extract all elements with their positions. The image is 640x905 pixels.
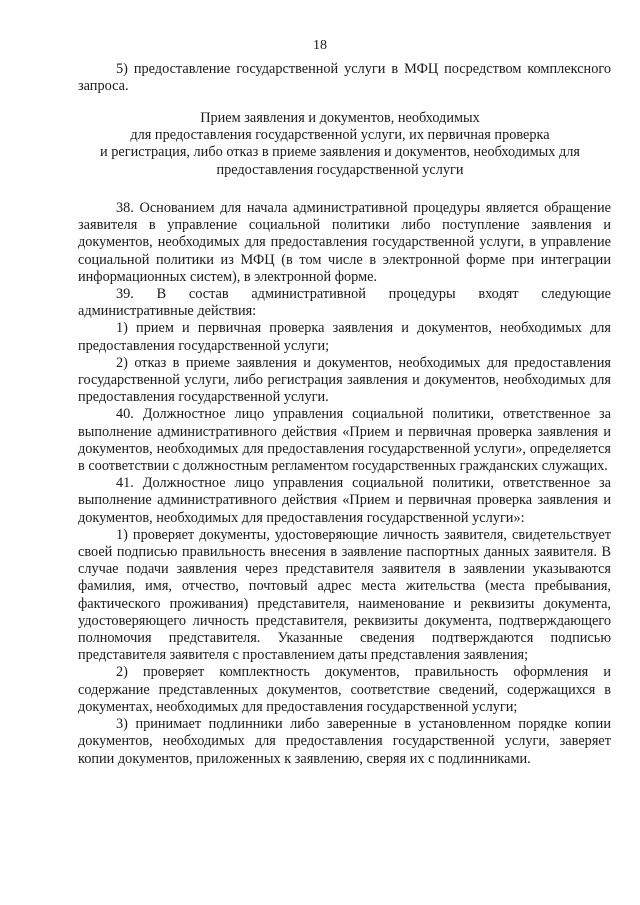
heading-line: для предоставления государственной услуги, их первичная проверка (130, 127, 550, 144)
paragraph-41-item-3: 3) принимает подлинники либо заверенные в установленном порядке копии документов, необходимых для предоставления государственной услуги, заверяет копии документов, приложенных к заявлению, сверяя их с подлинниками. (78, 716, 611, 767)
heading-line: Прием заявления и документов, необходимых (200, 110, 480, 126)
section-heading (70, 110, 610, 179)
main-text (78, 200, 611, 768)
paragraph-41: 41. Должностное лицо управления социальной политики, ответственное за выполнение административного действия «Прием и первичная проверка заявления и документов, необходимых для предоставления государственной услуги»: (78, 475, 611, 526)
paragraph-40: 40. Должностное лицо управления социальной политики, ответственное за выполнение административного действия «Прием и первичная проверка заявления и документов, необходимых для предоставления государственной услуги», определяется в соответствии с должностным регламентом государственных гражданских служащих. (78, 406, 611, 475)
paragraph-38: 38. Основанием для начала административной процедуры является обращение заявителя в управление социальной политики либо поступление заявления и документов, необходимых для предоставления государственной услуги, в управление социальной политики из МФЦ (в том числе в электронной форме при интеграции информационных систем), в электронной форме. (78, 200, 611, 285)
paragraph-41-item-1: 1) проверяет документы, удостоверяющие личность заявителя, свидетельствует своей подписью правильность внесения в заявление паспортных данных заявителя. В случае подачи заявления через представителя заявителя в заявлении указываются фамилия, имя, отчество, почтовый адрес места жительства (места пребывания, фактического проживания) представителя, наименование и реквизиты документа, удостоверяющего личность представителя, реквизиты документа, подтверждающего полномочия представителя. Указанные сведения подтверждаются подписью представителя заявителя с проставлением даты представления заявления; (78, 526, 611, 664)
intro-block (78, 61, 611, 95)
paragraph-39-item-1: 1) прием и первичная проверка заявления и документов, необходимых для предоставления государственной услуги; (78, 320, 611, 354)
intro-paragraph: 5) предоставление государственной услуги в МФЦ посредством комплексного запроса. (78, 61, 611, 95)
paragraph-39: 39. В состав административной процедуры входят следующие административные действия: (78, 286, 611, 320)
paragraph-41-item-2: 2) проверяет комплектность документов, правильность оформления и содержание представленных документов, соответствие сведений, содержащихся в документах, необходимых для предоставления государственной услуги; (78, 664, 611, 715)
page-number: 18 (313, 38, 327, 53)
heading-line: и регистрация, либо отказ в приеме заявления и документов, необходимых для (100, 144, 580, 161)
heading-line: предоставления государственной услуги (216, 161, 464, 178)
paragraph-39-item-2: 2) отказ в приеме заявления и документов, необходимых для предоставления государственной услуги, либо регистрация заявления и документов, необходимых для предоставления государственной услуги. (78, 354, 611, 406)
